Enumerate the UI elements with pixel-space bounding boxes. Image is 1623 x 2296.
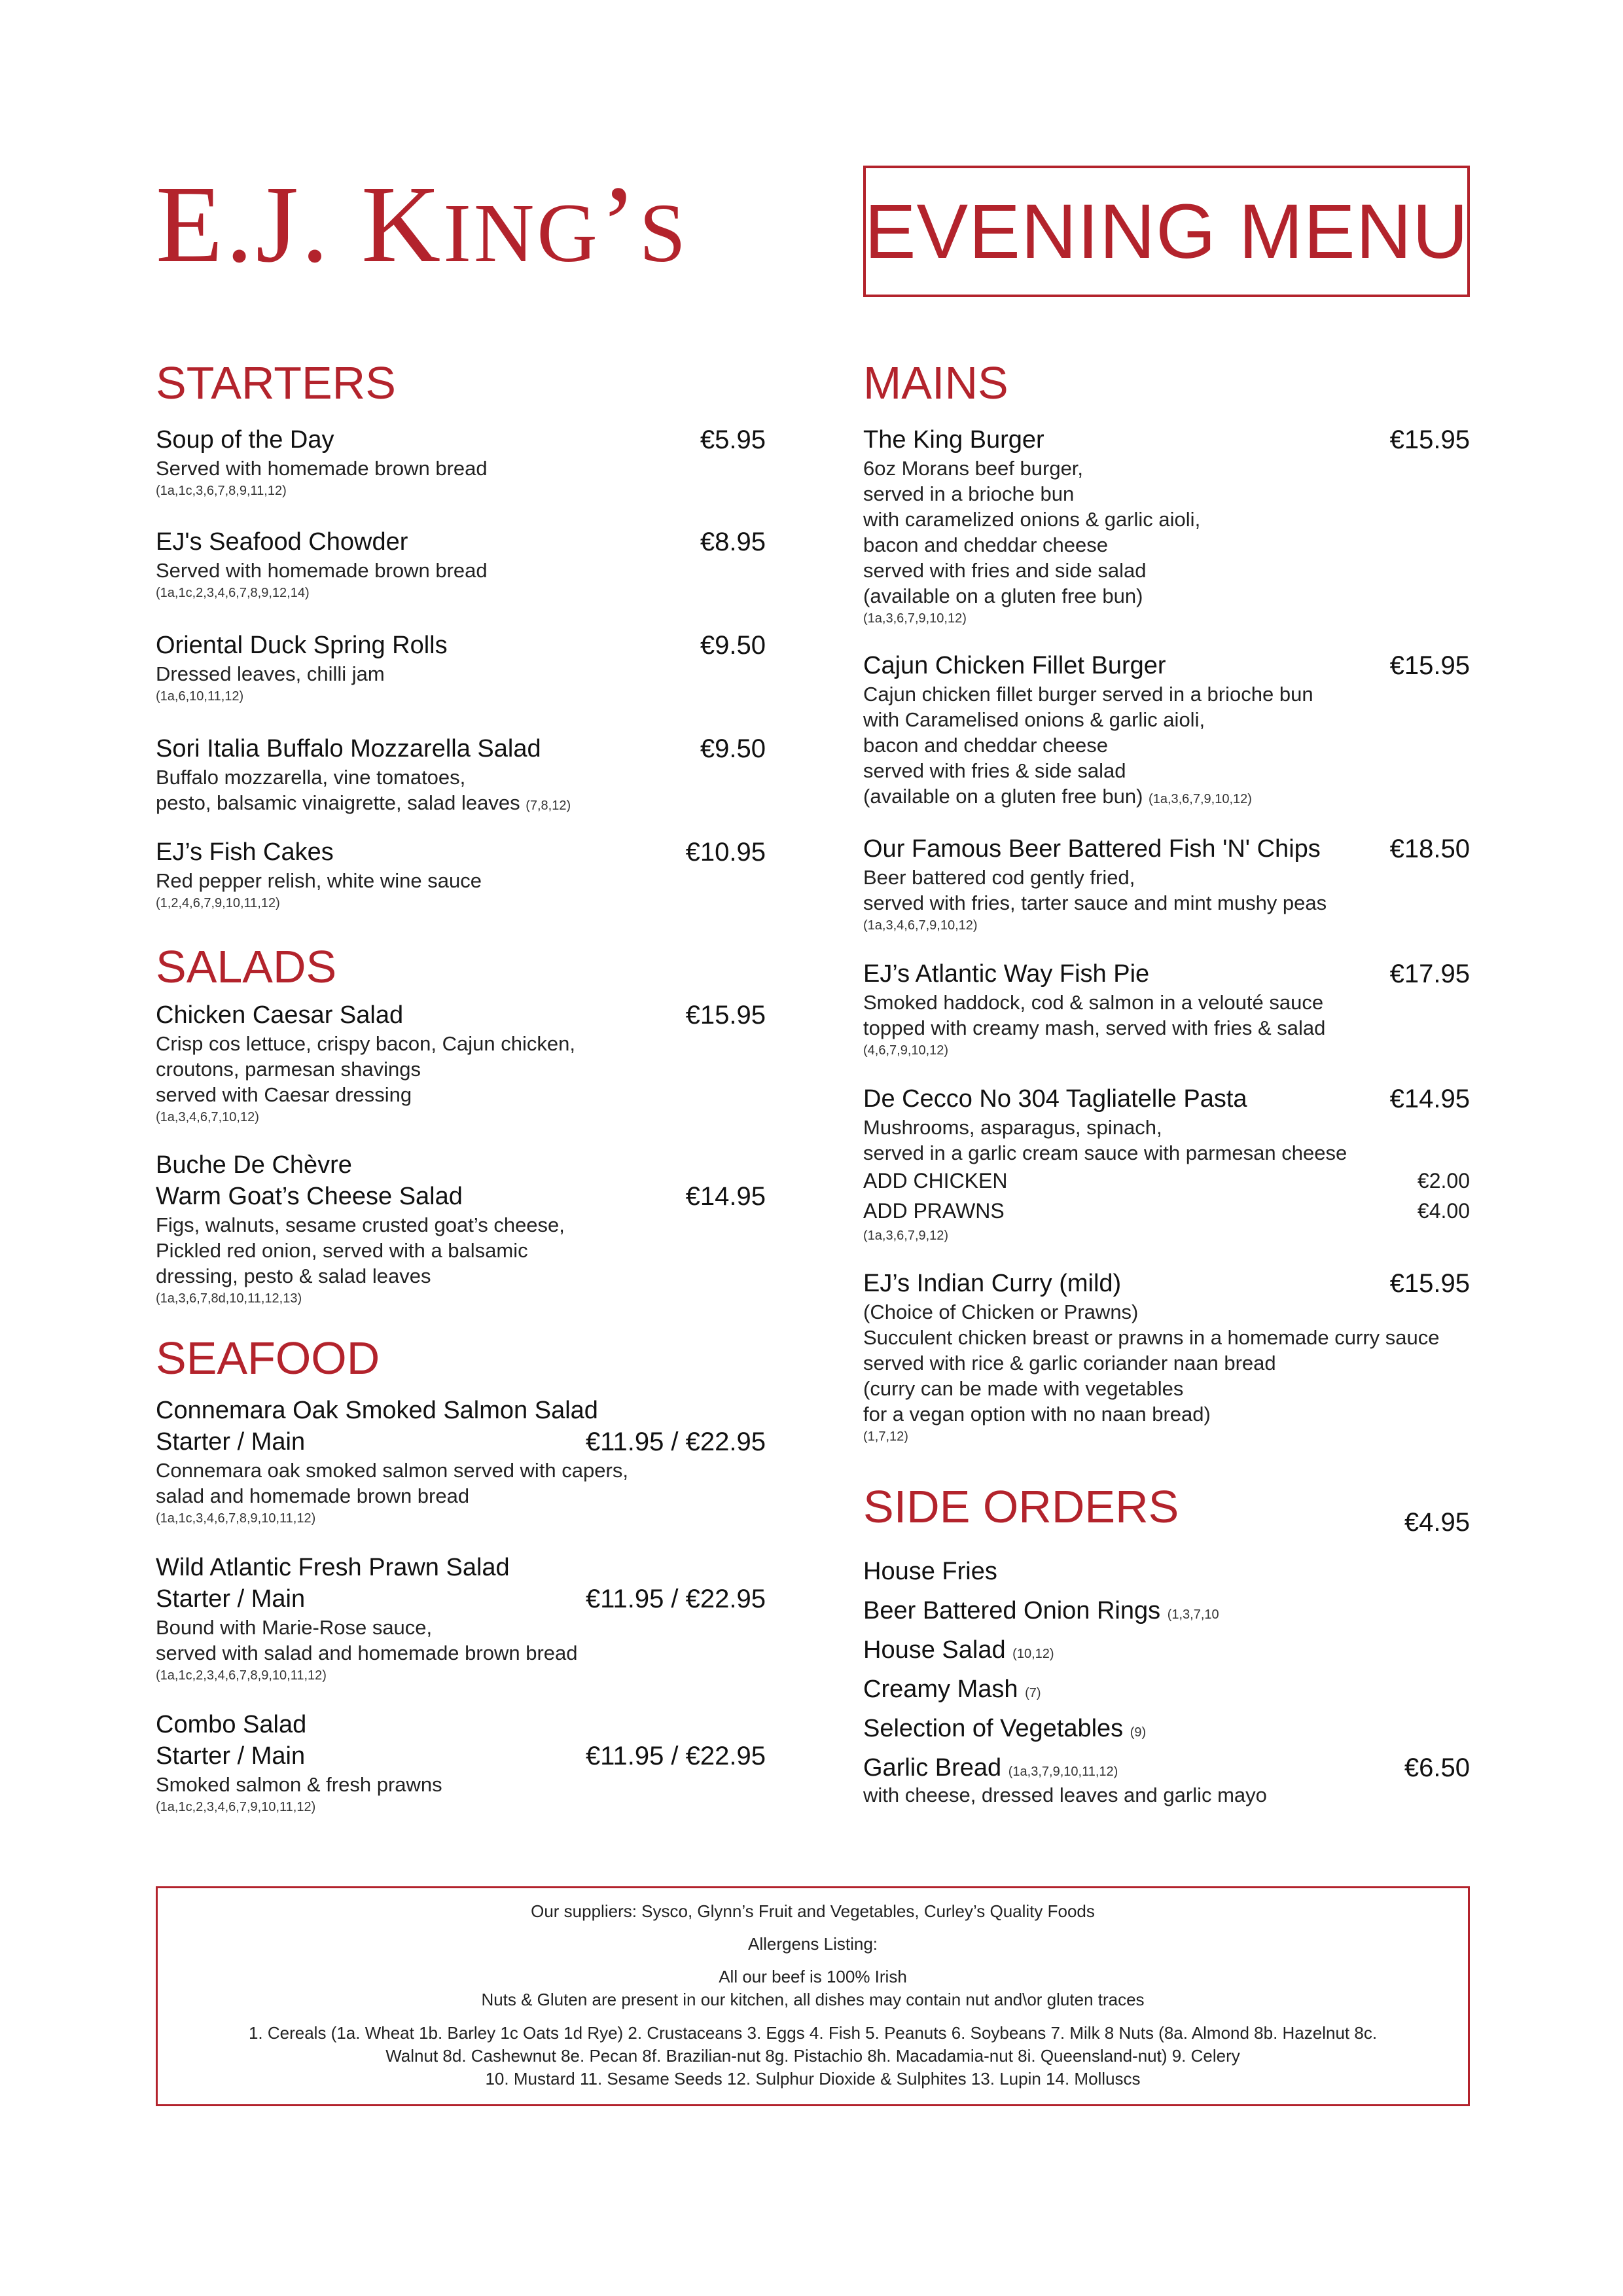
item-name: Cajun Chicken Fillet Burger (863, 652, 1166, 679)
menu-item (863, 650, 1470, 812)
item-description: (available on a gluten free bun) (863, 584, 1143, 607)
item-description: with caramelized onions & garlic aioli, (863, 508, 1201, 531)
menu-item (863, 424, 1470, 628)
item-allergens: (1a,1c,2,3,4,6,7,9,10,11,12) (156, 1800, 316, 1814)
item-description: with Caramelised onions & garlic aioli, (863, 708, 1205, 731)
item-name: Buche De Chèvre (156, 1151, 352, 1179)
item-description: 6oz Morans beef burger, (863, 457, 1084, 480)
list-item: House Salad (10,12) (863, 1636, 1054, 1664)
item-name: EJ’s Indian Curry (mild) (863, 1270, 1122, 1297)
footer-box (156, 1886, 1470, 2106)
item-allergens: (1a,3,4,6,7,10,12) (156, 1110, 259, 1124)
item-description: (Choice of Chicken or Prawns) (863, 1300, 1139, 1323)
item-description: pesto, balsamic vinaigrette, salad leaves (7,8,12) (156, 791, 571, 814)
item-description: topped with creamy mash, served with fries & salad (863, 1016, 1326, 1039)
menu-item (863, 1268, 1470, 1446)
menu-item (156, 733, 766, 819)
item-description: served in a garlic cream sauce with parmesan cheese (863, 1141, 1347, 1164)
list-item: House Fries (863, 1558, 997, 1585)
addon-label: ADD PRAWNS (863, 1199, 1005, 1223)
item-description: served with fries, tarter sauce and mint mushy peas (863, 891, 1327, 914)
item-allergens: (1,3,7,10 (1167, 1607, 1219, 1622)
menu-item (156, 836, 766, 913)
item-name: Sori Italia Buffalo Mozzarella Salad (156, 735, 541, 762)
item-description: dressing, pesto & salad leaves (156, 1265, 431, 1287)
item-description: Beer battered cod gently fried, (863, 866, 1135, 889)
item-description: Served with homemade brown bread (156, 559, 488, 582)
menu-item (156, 999, 766, 1127)
item-price: €15.95 (685, 1001, 766, 1030)
menu-item (156, 1552, 766, 1685)
list-item: Selection of Vegetables (9) (863, 1715, 1147, 1742)
menu-item (863, 833, 1470, 935)
item-description: Pickled red onion, served with a balsamic (156, 1239, 528, 1262)
menu-title: EVENING MENU (864, 188, 1469, 275)
item-name: Combo Salad (156, 1711, 307, 1738)
item-description: for a vegan option with no naan bread) (863, 1403, 1211, 1426)
restaurant-logo: E.J. KING’S (156, 164, 688, 285)
item-allergens: (1a,3,6,7,8d,10,11,12,13) (156, 1291, 302, 1306)
item-description: bacon and cheddar cheese (863, 734, 1109, 757)
item-description: Red pepper relish, white wine sauce (156, 869, 482, 892)
item-name: Starter / Main (156, 1428, 306, 1456)
item-price: €9.50 (700, 734, 766, 763)
item-price: €10.95 (685, 838, 766, 867)
item-description: bacon and cheddar cheese (863, 533, 1109, 556)
menu-item (863, 958, 1470, 1060)
item-price: €14.95 (685, 1182, 766, 1211)
item-price: €15.95 (1389, 425, 1470, 454)
item-name: Our Famous Beer Battered Fish 'N' Chips (863, 835, 1321, 863)
item-description: Smoked haddock, cod & salmon in a velouté sauce (863, 991, 1324, 1014)
item-name: Starter / Main (156, 1742, 306, 1770)
list-item: Garlic Bread (1a,3,7,9,10,11,12) €6.50 (863, 1748, 1470, 1787)
item-name: EJ’s Atlantic Way Fish Pie (863, 960, 1150, 988)
item-name: Oriental Duck Spring Rolls (156, 632, 448, 659)
menu-item (156, 526, 766, 603)
item-description: served with fries and side salad (863, 559, 1147, 582)
item-description: (curry can be made with vegetables (863, 1377, 1184, 1400)
item-description: served with Caesar dressing (156, 1083, 412, 1106)
section-heading-seafood: SEAFOOD (156, 1333, 380, 1384)
item-description: Buffalo mozzarella, vine tomatoes, (156, 766, 466, 789)
item-description: Mushrooms, asparagus, spinach, (863, 1116, 1162, 1139)
beef-note: All our beef is 100% Irish (719, 1967, 907, 1986)
item-allergens: (7) (1025, 1686, 1041, 1700)
list-item: Beer Battered Onion Rings (1,3,7,10 (863, 1597, 1219, 1624)
item-name: De Cecco No 304 Tagliatelle Pasta (863, 1085, 1247, 1113)
suppliers-text: Our suppliers: Sysco, Glynn’s Fruit and Vegetables, Curley’s Quality Foods (531, 1901, 1095, 1921)
item-name: Warm Goat’s Cheese Salad (156, 1183, 463, 1210)
item-price: €17.95 (1389, 960, 1470, 988)
item-description: Succulent chicken breast or prawns in a homemade curry sauce (863, 1326, 1440, 1349)
addon-row (863, 1166, 1470, 1196)
section-heading-starters: STARTERS (156, 357, 396, 408)
item-allergens: (1,7,12) (863, 1429, 908, 1444)
menu-item (863, 1083, 1470, 1246)
section-heading-side-orders: SIDE ORDERS (863, 1481, 1179, 1532)
item-description: Served with homemade brown bread (156, 457, 488, 480)
item-description: Crisp cos lettuce, crispy bacon, Cajun chicken, (156, 1032, 575, 1055)
item-allergens: (9) (1130, 1725, 1147, 1740)
list-item: Creamy Mash (7) (863, 1676, 1041, 1703)
addon-price: €4.00 (1417, 1199, 1470, 1223)
allergen-list-line: 10. Mustard 11. Sesame Seeds 12. Sulphur Dioxide & Sulphites 13. Lupin 14. Molluscs (485, 2069, 1141, 2089)
item-description: Dressed leaves, chilli jam (156, 662, 385, 685)
item-allergens: (1a,3,7,9,10,11,12) (1008, 1765, 1118, 1779)
item-description: Figs, walnuts, sesame crusted goat’s cheese, (156, 1213, 565, 1236)
menu-item (156, 1149, 766, 1308)
item-name: The King Burger (863, 426, 1044, 454)
item-price: €11.95 / €22.95 (585, 1742, 766, 1770)
item-name: Starter / Main (156, 1585, 306, 1613)
item-name: EJ's Seafood Chowder (156, 528, 408, 556)
item-description: served in a brioche bun (863, 482, 1075, 505)
item-description: croutons, parmesan shavings (156, 1058, 421, 1081)
menu-title-box (863, 166, 1470, 297)
item-name: Chicken Caesar Salad (156, 1001, 404, 1029)
item-name: Connemara Oak Smoked Salmon Salad (156, 1397, 598, 1424)
side-orders-price: €4.95 (1404, 1508, 1470, 1537)
allergens-title: Allergens Listing: (748, 1934, 878, 1954)
item-price: €15.95 (1389, 1269, 1470, 1298)
item-allergens: (1,2,4,6,7,9,10,11,12) (156, 896, 280, 910)
item-price: €18.50 (1389, 834, 1470, 863)
item-allergens: (4,6,7,9,10,12) (863, 1043, 949, 1058)
item-allergens: (1a,3,6,7,9,10,12) (863, 611, 967, 626)
item-allergens: (1a,1c,2,3,4,6,7,8,9,12,14) (156, 586, 310, 600)
item-price: €14.95 (1389, 1085, 1470, 1113)
item-description: Smoked salmon & fresh prawns (156, 1773, 442, 1796)
item-price: €9.50 (700, 631, 766, 660)
item-description: Connemara oak smoked salmon served with capers, (156, 1459, 628, 1482)
item-allergens: (1a,6,10,11,12) (156, 689, 244, 704)
item-name: Soup of the Day (156, 426, 334, 454)
item-allergens: (1a,1c,3,6,7,8,9,11,12) (156, 484, 287, 498)
side-orders-list (863, 1552, 1470, 1808)
item-allergens: (1a,1c,3,4,6,7,8,9,10,11,12) (156, 1511, 316, 1526)
item-description: served with salad and homemade brown bread (156, 1641, 578, 1664)
item-allergens: (1a,3,6,7,9,12) (863, 1229, 949, 1243)
addon-price: €2.00 (1417, 1169, 1470, 1193)
item-description: (available on a gluten free bun) (1a,3,6,7,9,10,12) (863, 785, 1252, 808)
section-heading-mains: MAINS (863, 357, 1008, 408)
item-price: €11.95 / €22.95 (585, 1427, 766, 1456)
allergen-list-line: Walnut 8d. Cashewnut 8e. Pecan 8f. Brazilian-nut 8g. Pistachio 8h. Macadamia-nut 8i. Queensland-nut) 9. Celery (385, 2046, 1240, 2066)
item-allergens: (1a,1c,2,3,4,6,7,8,9,10,11,12) (156, 1668, 327, 1683)
item-description: served with rice & garlic coriander naan bread (863, 1352, 1276, 1374)
item-price: €5.95 (700, 425, 766, 454)
item-allergens: (7,8,12) (526, 798, 571, 813)
item-description: salad and homemade brown bread (156, 1484, 470, 1507)
section-heading-salads: SALADS (156, 941, 337, 992)
addon-label: ADD CHICKEN (863, 1169, 1008, 1193)
nuts-note: Nuts & Gluten are present in our kitchen, all dishes may contain nut and\or gluten traces (481, 1990, 1145, 2009)
item-price: €8.95 (700, 528, 766, 556)
menu-item (156, 630, 766, 706)
item-description: Cajun chicken fillet burger served in a brioche bun (863, 683, 1313, 706)
menu-item (156, 1395, 766, 1528)
menu-item (156, 1709, 766, 1817)
item-price: €6.50 (1404, 1753, 1470, 1782)
item-description: with cheese, dressed leaves and garlic mayo (863, 1784, 1267, 1806)
item-price: €11.95 / €22.95 (585, 1585, 766, 1613)
item-allergens: (1a,3,4,6,7,9,10,12) (863, 918, 978, 933)
addon-row (863, 1196, 1470, 1226)
item-allergens: (10,12) (1012, 1647, 1054, 1661)
item-description: served with fries & side salad (863, 759, 1126, 782)
menu-item (156, 424, 766, 501)
item-name: Wild Atlantic Fresh Prawn Salad (156, 1554, 510, 1581)
item-name: EJ’s Fish Cakes (156, 838, 334, 866)
item-price: €15.95 (1389, 651, 1470, 680)
item-allergens: (1a,3,6,7,9,10,12) (1149, 792, 1252, 806)
item-description: Bound with Marie-Rose sauce, (156, 1616, 433, 1639)
allergen-list-line: 1. Cereals (1a. Wheat 1b. Barley 1c Oats 1d Rye) 2. Crustaceans 3. Eggs 4. Fish 5. Peanuts 6. Soybeans 7. Milk 8 Nuts (8a. Almond 8b. Hazelnut 8c. (248, 2023, 1378, 2043)
